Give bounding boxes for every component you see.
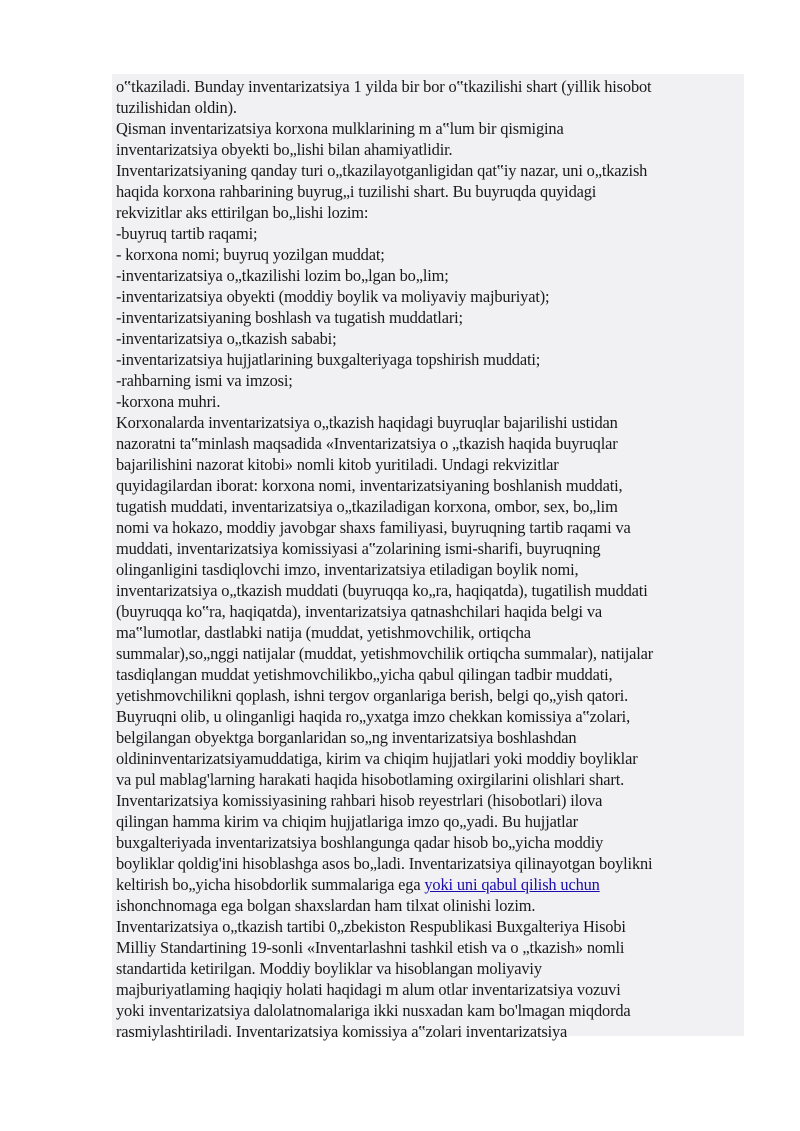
text-line: Qisman inventarizatsiya korxona mulklarining m a‟lum bir qismigina [116, 119, 564, 138]
text-line: quyidagilardan iborat: korxona nomi, inventarizatsiyaning boshlanish muddati, [116, 476, 623, 495]
text-line: olinganligini tasdiqlovchi imzo, inventarizatsiya etiladigan boylik nomi, [116, 560, 579, 579]
text-line: ishonchnomaga ega bolgan shaxslardan ham tilxat olinishi lozim. [116, 896, 536, 915]
text-line: rekvizitlar aks ettirilgan bo„lishi lozim: [116, 203, 369, 222]
text-line: -inventarizatsiya o„tkazilishi lozim bo„lgan bo„lim; [116, 266, 449, 285]
text-line: Inventarizatsiya o„tkazish tartibi 0„zbekiston Respublikasi Buxgalteriya Hisobi [116, 917, 626, 936]
text-line: nomi va hokazo, moddiy javobgar shaxs familiyasi, buyruqning tartib raqami va [116, 518, 631, 537]
text-line: Inventarizatsiyaning qanday turi o„tkazilayotganligidan qat‟iy nazar, uni o„tkazish [116, 161, 648, 180]
paragraph-lines [116, 76, 738, 874]
text-line: buxgalteriyada inventarizatsiya boshlangunga qadar hisob bo„yicha moddiy [116, 833, 604, 852]
text-line: nazoratni ta‟minlash maqsadida «Inventarizatsiya o „tkazish haqida buyruqlar [116, 434, 618, 453]
inline-link[interactable]: yoki uni qabul qilish uchun [424, 875, 600, 894]
text-line: qilingan hamma kirim va chiqim hujjatlariga imzo qo„yadi. Bu hujjatlar [116, 812, 578, 831]
text-line: tasdiqlangan muddat yetishmovchilikbo„yicha qabul qilingan tadbir muddati, [116, 665, 613, 684]
text-line: o‟tkaziladi. Bunday inventarizatsiya 1 yilda bir bor o‟tkazilishi shart (yillik hisobot [116, 77, 652, 96]
text-line: -inventarizatsiyaning boshlash va tugatish muddatlari; [116, 308, 463, 327]
text-line: (buyruqqa ko‟ra, haqiqatda), inventarizatsiya qatnashchilari haqida belgi va [116, 602, 603, 621]
text-line: rasmiylashtiriladi. Inventarizatsiya komissiya a‟zolari inventarizatsiya [116, 1022, 568, 1041]
text-line-with-link [116, 874, 738, 895]
text-line: -korxona muhri. [116, 392, 221, 411]
text-line: bajarilishini nazorat kitobi» nomli kitob yuritiladi. Undagi rekvizitlar [116, 455, 559, 474]
text-line: -inventarizatsiya hujjatlarining buxgalteriyaga topshirish muddati; [116, 350, 541, 369]
paragraph-lines-after [116, 895, 738, 1042]
text-line: inventarizatsiya o„tkazish muddati (buyruqqa ko„ra, haqiqatda), tugatilish muddati [116, 581, 648, 600]
text-line: tuzilishidan oldin). [116, 98, 237, 117]
text-line: va pul mablag'larning harakati haqida hisobotlaming oxirgilarini olishlari shart. [116, 770, 625, 789]
text-line: standartida ketirilgan. Moddiy boyliklar va hisoblangan moliyaviy [116, 959, 542, 978]
text-line: -rahbarning ismi va imzosi; [116, 371, 293, 390]
text-line: -inventarizatsiya o„tkazish sababi; [116, 329, 337, 348]
text-line: yoki inventarizatsiya dalolatnomalariga ikki nusxadan kam bo'lmagan miqdorda [116, 1001, 631, 1020]
text-line: inventarizatsiya obyekti bo„lishi bilan ahamiyatlidir. [116, 140, 453, 159]
text-line: ma‟lumotlar, dastlabki natija (muddat, yetishmovchilik, ortiqcha [116, 623, 531, 642]
text-line: Milliy Standartining 19-sonli «Inventarlashni tashkil etish va o „tkazish» nomli [116, 938, 625, 957]
text-line: Buyruqni olib, u olinganligi haqida ro„yxatga imzo chekkan komissiya a‟zolari, [116, 707, 631, 726]
text-line: - korxona nomi; buyruq yozilgan muddat; [116, 245, 385, 264]
text-line-segment: keltirish bo„yicha hisobdorlik summalariga ega [116, 875, 425, 894]
text-line: majburiyatlaming haqiqiy holati haqidagi m alum otlar inventarizatsiya vozuvi [116, 980, 621, 999]
text-line: -inventarizatsiya obyekti (moddiy boylik va moliyaviy majburiyat); [116, 287, 550, 306]
text-line: boyliklar qoldig'ini hisoblashga asos bo„ladi. Inventarizatsiya qilinayotgan boylikni [116, 854, 653, 873]
text-line: muddati, inventarizatsiya komissiyasi a‟zolarining ismi-sharifi, buyruqning [116, 539, 601, 558]
document-body [116, 76, 738, 1042]
text-line: tugatish muddati, inventarizatsiya o„tkaziladigan korxona, ombor, sex, bo„lim [116, 497, 618, 516]
text-line: Inventarizatsiya komissiyasining rahbari hisob reyestrlari (hisobotlari) ilova [116, 791, 603, 810]
text-line: Korxonalarda inventarizatsiya o„tkazish haqidagi buyruqlar bajarilishi ustidan [116, 413, 618, 432]
text-line: summalar),so„nggi natijalar (muddat, yetishmovchilik ortiqcha summalar), natijalar [116, 644, 654, 663]
text-line: haqida korxona rahbarining buyrug„i tuzilishi shart. Bu buyruqda quyidagi [116, 182, 597, 201]
text-line: belgilangan obyektga borganlaridan so„ng inventarizatsiya boshlashdan [116, 728, 577, 747]
text-line: yetishmovchilikni qoplash, ishni tergov organlariga berish, belgi qo„yish qatori. [116, 686, 629, 705]
text-line: -buyruq tartib raqami; [116, 224, 258, 243]
text-line: oldininventarizatsiyamuddatiga, kirim va chiqim hujjatlari yoki moddiy boyliklar [116, 749, 638, 768]
